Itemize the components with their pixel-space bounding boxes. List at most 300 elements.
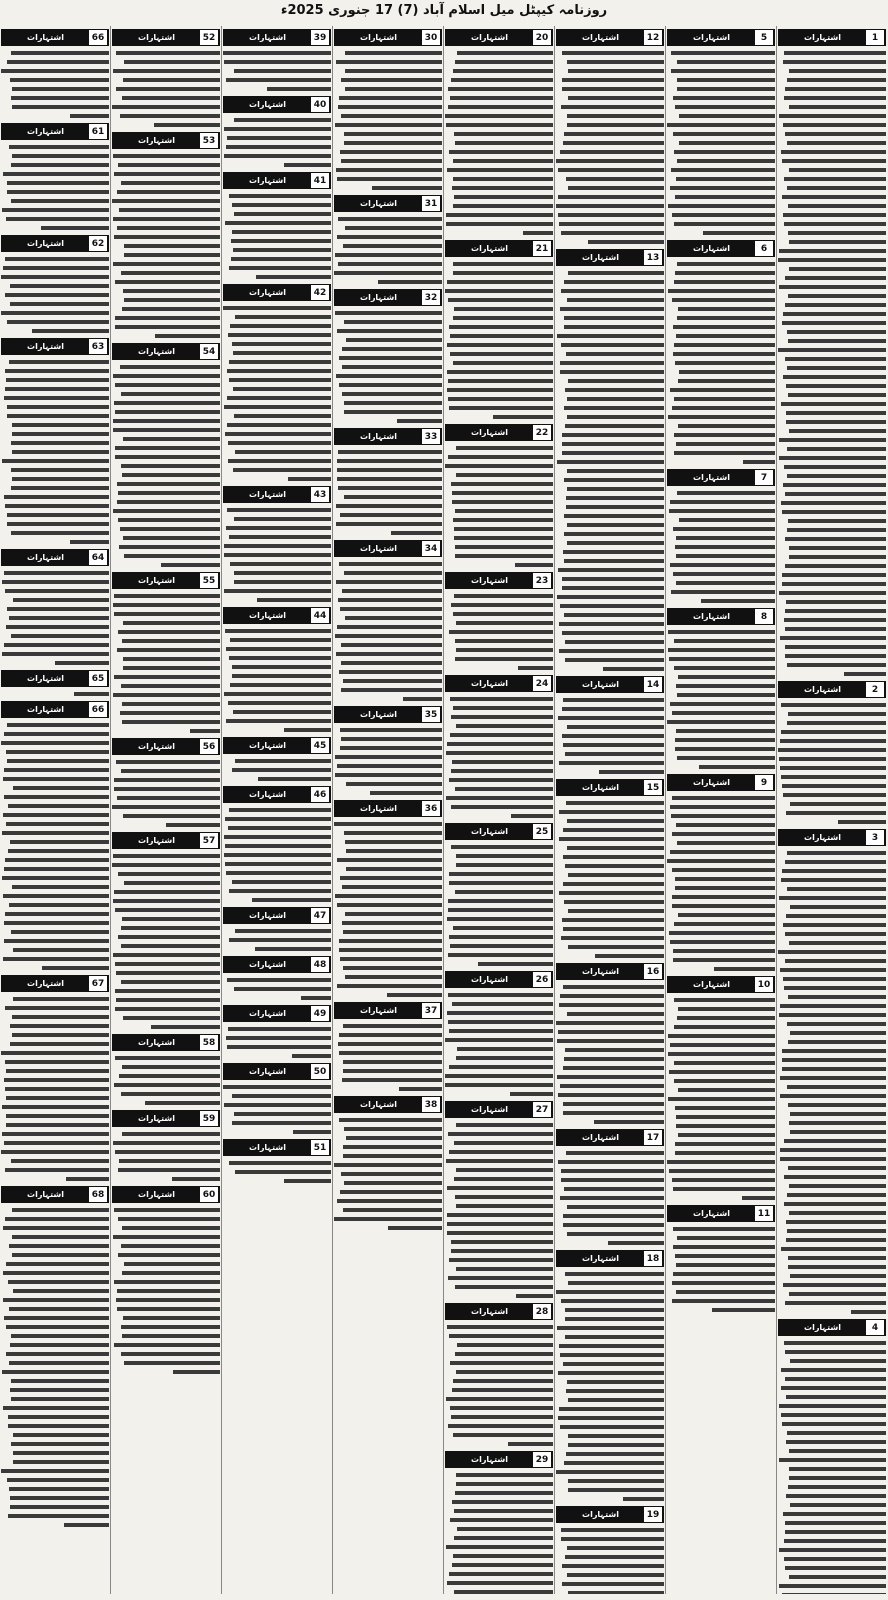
text-line — [667, 551, 775, 560]
text-line-ink — [557, 460, 664, 464]
text-line-ink — [10, 1388, 109, 1392]
text-line-ink — [449, 1572, 553, 1576]
text-line — [556, 183, 664, 192]
text-line-ink — [226, 145, 331, 149]
text-line-ink — [123, 437, 220, 441]
text-line — [112, 111, 220, 120]
notice-label: اشتہارات — [557, 1251, 644, 1266]
notice-body-text — [112, 151, 220, 340]
text-line-ink — [3, 894, 109, 898]
text-line-ink — [229, 378, 331, 382]
text-line — [778, 345, 886, 354]
notice-number: 11 — [755, 1206, 774, 1221]
text-line-ink — [122, 1334, 220, 1338]
text-line-ink — [781, 703, 886, 707]
text-line — [778, 354, 886, 363]
notice-header — [112, 738, 220, 755]
text-line — [445, 663, 553, 672]
notice-number: 35 — [422, 707, 441, 722]
notice-number: 45 — [311, 738, 330, 753]
text-line — [445, 1044, 553, 1053]
text-line — [778, 1509, 886, 1518]
text-line-ink — [448, 455, 553, 459]
text-line — [334, 156, 442, 165]
text-line — [334, 1048, 442, 1057]
text-line — [445, 515, 553, 524]
text-line — [778, 983, 886, 992]
text-line-ink — [342, 589, 442, 593]
notice-body-text — [112, 1205, 220, 1376]
text-line — [112, 1053, 220, 1062]
text-line-ink — [5, 257, 109, 261]
text-line-ink — [668, 1052, 775, 1056]
text-line-ink — [781, 1368, 886, 1372]
text-line — [778, 848, 886, 857]
text-line-ink — [782, 1067, 886, 1071]
text-line-ink — [232, 230, 331, 234]
text-line-ink — [786, 1238, 886, 1242]
text-line-ink — [559, 837, 664, 841]
text-line — [778, 48, 886, 57]
text-line-ink — [228, 701, 331, 705]
text-line — [223, 1109, 331, 1118]
text-line-ink — [124, 298, 220, 302]
text-line-ink — [12, 477, 109, 481]
notice-number: 66 — [89, 702, 108, 717]
text-line — [223, 689, 331, 698]
text-line-ink — [674, 1079, 775, 1083]
text-line — [334, 519, 442, 528]
text-line — [112, 860, 220, 869]
text-line-ink — [672, 298, 775, 302]
text-line — [778, 790, 886, 799]
text-line — [223, 805, 331, 814]
notice-header — [667, 240, 775, 257]
text-line — [445, 259, 553, 268]
text-line — [667, 93, 775, 102]
text-line — [1, 169, 109, 178]
text-line-ink — [337, 1199, 442, 1203]
notice-body-text — [223, 303, 331, 483]
text-line — [445, 470, 553, 479]
text-line — [445, 712, 553, 721]
text-line — [112, 434, 220, 443]
text-line — [445, 385, 553, 394]
text-line — [334, 447, 442, 456]
text-line-ink — [787, 528, 886, 532]
text-line-ink — [564, 532, 664, 536]
text-line — [1, 747, 109, 756]
text-line — [667, 457, 775, 466]
notice-header — [778, 1319, 886, 1336]
text-line — [223, 635, 331, 644]
text-line — [778, 1181, 886, 1190]
text-line-ink — [677, 87, 775, 91]
text-line-ink — [112, 105, 220, 109]
text-line — [445, 1035, 553, 1044]
notice-header — [778, 29, 886, 46]
notice-header — [1, 670, 109, 687]
notice-header — [223, 96, 331, 113]
text-line-ink — [789, 546, 886, 550]
text-line — [778, 911, 886, 920]
text-line-ink — [673, 527, 775, 531]
text-line — [112, 1089, 220, 1098]
notice-header — [667, 469, 775, 486]
text-line — [445, 147, 553, 156]
text-line — [334, 972, 442, 981]
text-line-ink — [448, 1276, 553, 1280]
text-line — [778, 1392, 886, 1401]
text-line — [1, 1021, 109, 1030]
text-line-ink — [567, 541, 664, 545]
notice-label: اشتہارات — [224, 957, 311, 972]
text-line — [445, 228, 553, 237]
text-line-ink — [675, 271, 775, 275]
text-line — [778, 606, 886, 615]
text-line — [112, 986, 220, 995]
notice-header — [334, 29, 442, 46]
text-line — [778, 624, 886, 633]
text-line — [112, 371, 220, 380]
text-line — [778, 426, 886, 435]
text-line — [223, 191, 331, 200]
text-line-ink — [559, 1003, 664, 1007]
text-line-ink — [453, 361, 553, 365]
text-line — [556, 610, 664, 619]
text-line — [667, 1022, 775, 1031]
notice-number: 30 — [422, 30, 441, 45]
text-line — [1, 1111, 109, 1120]
text-line — [445, 1237, 553, 1246]
text-line-ink — [343, 1069, 442, 1073]
text-line — [556, 210, 664, 219]
text-line — [445, 1165, 553, 1174]
text-line-ink — [337, 858, 442, 862]
text-line-ink — [120, 527, 220, 531]
text-line — [112, 820, 220, 829]
text-line-ink — [450, 697, 553, 701]
text-line — [334, 1196, 442, 1205]
text-line-ink — [1, 275, 109, 279]
text-line — [445, 533, 553, 542]
text-line — [778, 1500, 886, 1509]
text-line-ink — [456, 473, 553, 477]
text-line — [556, 1485, 664, 1494]
text-line-ink — [673, 1245, 775, 1249]
text-line — [667, 1278, 775, 1287]
notice-header — [445, 424, 553, 441]
text-line-ink — [118, 935, 220, 939]
text-line-ink — [558, 568, 664, 572]
text-line — [223, 586, 331, 595]
text-line — [1, 1376, 109, 1385]
text-line — [334, 84, 442, 93]
notice-header — [334, 289, 442, 306]
text-line — [334, 380, 442, 389]
text-line-ink — [335, 894, 442, 898]
text-line — [1, 1129, 109, 1138]
text-line-ink — [567, 1012, 664, 1016]
text-line-ink — [13, 1451, 109, 1455]
text-line-ink — [403, 697, 442, 701]
text-line — [778, 183, 886, 192]
text-line-ink — [123, 78, 220, 82]
text-line-ink — [113, 603, 220, 607]
notice-number: 8 — [755, 609, 774, 624]
text-line — [556, 475, 664, 484]
text-line-ink — [701, 599, 775, 603]
text-line — [445, 1439, 553, 1448]
text-line-ink — [452, 500, 553, 504]
text-line — [556, 547, 664, 556]
text-line — [445, 1403, 553, 1412]
text-line-ink — [122, 1271, 220, 1275]
text-line — [778, 1401, 886, 1410]
text-line — [667, 847, 775, 856]
text-line-ink — [785, 537, 886, 541]
text-line — [445, 1412, 553, 1421]
text-line — [112, 811, 220, 820]
text-line — [1, 357, 109, 366]
text-line — [778, 920, 886, 929]
text-line-ink — [556, 1290, 664, 1294]
text-line-ink — [223, 306, 331, 310]
text-line — [667, 596, 775, 605]
notice-label: اشتہارات — [557, 964, 644, 979]
text-line-ink — [563, 1102, 664, 1106]
text-line-ink — [786, 914, 886, 918]
text-line-ink — [790, 802, 886, 806]
notice-body-text — [223, 805, 331, 904]
text-line-ink — [3, 813, 109, 817]
text-line — [778, 1199, 886, 1208]
text-line — [667, 762, 775, 771]
text-line-ink — [566, 496, 664, 500]
text-line — [556, 1072, 664, 1081]
text-line-ink — [345, 912, 442, 916]
text-line — [667, 1233, 775, 1242]
text-line-ink — [448, 1132, 553, 1136]
notice-number: 66 — [89, 30, 108, 45]
text-line-ink — [779, 591, 886, 595]
text-line-ink — [227, 978, 331, 982]
text-line-ink — [4, 495, 109, 499]
text-line — [556, 1081, 664, 1090]
text-line — [112, 443, 220, 452]
text-line-ink — [4, 795, 109, 799]
text-line-ink — [5, 1087, 109, 1091]
text-line — [112, 250, 220, 259]
text-line-ink — [124, 253, 220, 257]
text-line — [334, 779, 442, 788]
notice-header — [223, 486, 331, 503]
text-line — [1, 1457, 109, 1466]
text-line-ink — [786, 1395, 886, 1399]
notice-label: اشتہارات — [779, 682, 866, 697]
text-line — [445, 506, 553, 515]
text-line-ink — [11, 441, 109, 445]
text-line-ink — [790, 1503, 886, 1507]
text-line-ink — [450, 944, 553, 948]
text-line-ink — [451, 78, 553, 82]
text-line-ink — [120, 711, 220, 715]
text-line-ink — [123, 1316, 220, 1320]
text-line-ink — [1, 69, 109, 73]
text-line-ink — [339, 562, 442, 566]
text-line — [334, 57, 442, 66]
text-line-ink — [123, 666, 220, 670]
text-line-ink — [785, 303, 886, 307]
text-line-ink — [230, 638, 331, 642]
text-line — [112, 223, 220, 232]
text-line — [556, 1193, 664, 1202]
notice-body-text — [334, 725, 442, 797]
text-line — [1, 366, 109, 375]
text-line-ink — [672, 406, 775, 410]
text-line-ink — [844, 672, 886, 676]
text-line-ink — [234, 1112, 331, 1116]
text-line — [667, 358, 775, 367]
text-line — [445, 923, 553, 932]
text-line — [445, 654, 553, 663]
text-line-ink — [786, 420, 886, 424]
text-line — [1, 1493, 109, 1502]
text-line-ink — [456, 1370, 553, 1374]
text-line — [667, 1085, 775, 1094]
text-line — [778, 192, 886, 201]
text-line-ink — [785, 1566, 886, 1570]
text-line-ink — [785, 609, 886, 613]
text-line — [112, 1340, 220, 1349]
text-line — [445, 887, 553, 896]
text-line-ink — [556, 204, 664, 208]
text-line — [112, 560, 220, 569]
notice-label: اشتہارات — [446, 30, 533, 45]
text-line — [667, 1175, 775, 1184]
text-line — [112, 286, 220, 295]
text-line — [556, 219, 664, 228]
text-line — [445, 1062, 553, 1071]
notice-header — [556, 1129, 664, 1146]
text-line — [556, 1404, 664, 1413]
text-line — [778, 381, 886, 390]
text-line — [1, 1466, 109, 1475]
text-line-ink — [743, 460, 775, 464]
text-line-ink — [449, 881, 553, 885]
text-line-ink — [6, 1069, 109, 1073]
text-line — [334, 1084, 442, 1093]
text-line — [778, 1127, 886, 1136]
text-line-ink — [672, 711, 775, 715]
text-line-ink — [562, 631, 664, 635]
text-line — [778, 336, 886, 345]
text-line — [1, 1003, 109, 1012]
text-line-ink — [567, 469, 664, 473]
text-line-ink — [455, 657, 553, 661]
text-line-ink — [673, 352, 775, 356]
text-line — [223, 438, 331, 447]
text-line-ink — [11, 468, 109, 472]
notice-number: 56 — [200, 739, 219, 754]
text-line-ink — [12, 450, 109, 454]
text-line-ink — [785, 645, 886, 649]
notice-body-text — [445, 443, 553, 569]
notice-body-text — [556, 1525, 664, 1594]
text-line — [445, 219, 553, 228]
text-line — [112, 1071, 220, 1080]
text-line-ink — [669, 509, 775, 513]
text-line — [223, 84, 331, 93]
text-line-ink — [234, 118, 331, 122]
text-line — [556, 421, 664, 430]
text-line-ink — [565, 1048, 664, 1052]
text-line-ink — [564, 514, 664, 518]
text-line — [778, 273, 886, 282]
text-line-ink — [565, 1335, 664, 1339]
text-line-ink — [453, 1433, 553, 1437]
text-line — [556, 367, 664, 376]
text-line-ink — [447, 168, 553, 172]
text-line-ink — [2, 876, 109, 880]
notice-label: اشتہارات — [224, 285, 311, 300]
text-line — [556, 722, 664, 731]
text-line-ink — [234, 580, 331, 584]
text-line-ink — [230, 683, 331, 687]
text-line-ink — [453, 262, 553, 266]
text-line — [778, 1455, 886, 1464]
text-line-ink — [786, 600, 886, 604]
text-line-ink — [674, 222, 775, 226]
text-line-ink — [119, 1074, 220, 1078]
text-line — [667, 1130, 775, 1139]
text-line — [1, 1066, 109, 1075]
text-line-ink — [446, 123, 553, 127]
notice-header — [556, 779, 664, 796]
text-line — [334, 685, 442, 694]
text-line-ink — [782, 510, 886, 514]
text-line-ink — [335, 634, 442, 638]
notice-label: اشتہارات — [2, 550, 89, 565]
text-line — [445, 842, 553, 851]
text-line-ink — [784, 1175, 886, 1179]
text-line-ink — [229, 266, 331, 270]
text-line — [667, 120, 775, 129]
text-line — [1, 792, 109, 801]
text-line-ink — [343, 244, 442, 248]
text-line — [556, 322, 664, 331]
text-line-ink — [114, 778, 220, 782]
text-line — [1, 263, 109, 272]
text-line — [667, 690, 775, 699]
text-line — [334, 1178, 442, 1187]
text-line — [667, 802, 775, 811]
text-line — [778, 992, 886, 1001]
text-line — [334, 936, 442, 945]
notice-number: 51 — [311, 1140, 330, 1155]
notice-header — [112, 132, 220, 149]
text-line-ink — [779, 1013, 886, 1017]
text-line-ink — [284, 728, 331, 732]
notice-label: اشتہارات — [2, 1187, 89, 1202]
text-line — [556, 1534, 664, 1543]
text-line — [556, 951, 664, 960]
text-line-ink — [457, 1343, 553, 1347]
notice-header — [112, 343, 220, 360]
text-line-ink — [114, 594, 220, 598]
text-line-ink — [562, 78, 664, 82]
text-line-ink — [673, 1227, 775, 1231]
